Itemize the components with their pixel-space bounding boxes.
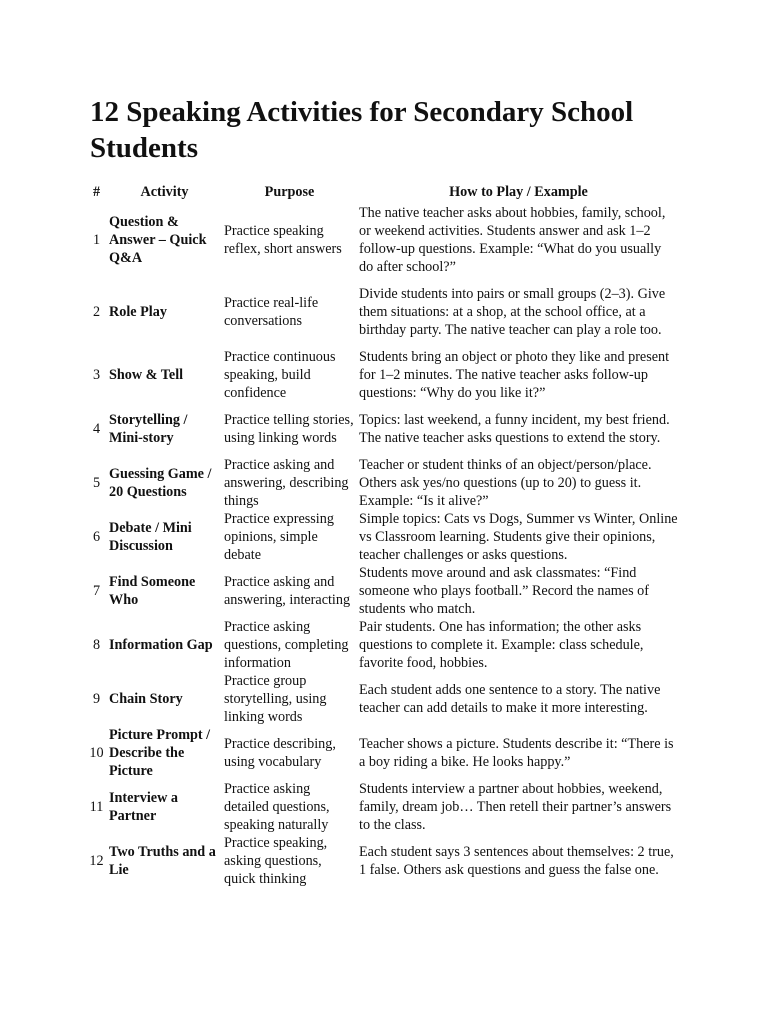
row-purpose: Practice asking questions, completing information xyxy=(224,619,349,671)
row-how-to-play: Students move around and ask classmates: “Find someone who plays football.” Record the names of students who match. xyxy=(359,565,649,617)
row-number: 5 xyxy=(92,475,101,491)
header-how-to-play: How to Play / Example xyxy=(449,184,588,200)
table-row xyxy=(86,510,680,564)
row-purpose: Practice continuous speaking, build confidence xyxy=(224,349,336,401)
row-how-to-play: Students interview a partner about hobbies, weekend, family, dream job… Then retell their partner’s answers to the class. xyxy=(359,781,672,833)
row-activity: Picture Prompt / Describe the Picture xyxy=(109,727,211,779)
row-activity: Information Gap xyxy=(109,637,213,653)
table-row xyxy=(86,204,680,276)
row-how-to-play: Topics: last weekend, a funny incident, my best friend. The native teacher asks questions to extend the story. xyxy=(359,412,670,446)
row-purpose: Practice asking and answering, describing things xyxy=(224,457,349,509)
row-number: 10 xyxy=(89,745,104,761)
header-activity: Activity xyxy=(140,184,189,200)
row-how-to-play: Pair students. One has information; the other asks questions to complete it. Example: class schedule, favorite food, hobbies. xyxy=(359,619,644,671)
row-purpose: Practice asking and answering, interacting xyxy=(224,574,351,608)
table-row xyxy=(86,726,680,780)
row-how-to-play: Simple topics: Cats vs Dogs, Summer vs Winter, Online vs Classroom learning. Students give their opinions, teacher challenges or asks questions. xyxy=(359,511,678,563)
row-how-to-play: Students bring an object or photo they like and present for 1–2 minutes. The native teacher asks follow-up questions: “Why do you like it?” xyxy=(359,349,670,401)
table-row xyxy=(86,564,680,618)
row-activity: Chain Story xyxy=(109,691,183,707)
row-how-to-play: Teacher or student thinks of an object/person/place. Others ask yes/no questions (up to 20) to guess it. Example: “Is it alive?” xyxy=(359,457,652,509)
table-row xyxy=(86,276,680,348)
row-activity: Show & Tell xyxy=(109,367,184,383)
row-how-to-play: Each student adds one sentence to a story. The native teacher can add details to make it more interesting. xyxy=(359,682,661,716)
row-purpose: Practice speaking reflex, short answers xyxy=(224,223,342,257)
row-number: 1 xyxy=(92,232,101,248)
table-row xyxy=(86,780,680,834)
table-row xyxy=(86,402,680,456)
row-number: 9 xyxy=(92,691,101,707)
row-number: 4 xyxy=(92,421,101,437)
row-purpose: Practice speaking, asking questions, quick thinking xyxy=(224,835,328,887)
table-row xyxy=(86,834,680,888)
header-purpose: Purpose xyxy=(264,184,315,200)
row-number: 6 xyxy=(92,529,101,545)
row-activity: Storytelling / Mini-story xyxy=(109,412,188,446)
row-activity: Guessing Game / 20 Questions xyxy=(109,466,212,500)
header-number: # xyxy=(92,184,101,200)
row-how-to-play: The native teacher asks about hobbies, family, school, or weekend activities. Students answer and ask 1–2 follow-up questions. Example: “What do you usually do after school?” xyxy=(359,205,666,275)
row-activity: Interview a Partner xyxy=(109,790,178,824)
table-row xyxy=(86,618,680,672)
document-title: 12 Speaking Activities for Secondary School Students xyxy=(90,96,634,164)
row-how-to-play: Each student says 3 sentences about themselves: 2 true, 1 false. Others ask questions and guess the false one. xyxy=(359,844,674,878)
row-how-to-play: Divide students into pairs or small groups (2–3). Give them situations: at a shop, at the school office, at a birthday party. The native teacher can play a role too. xyxy=(359,286,666,338)
row-purpose: Practice telling stories, using linking words xyxy=(224,412,354,446)
row-number: 12 xyxy=(89,853,104,869)
row-activity: Find Someone Who xyxy=(109,574,196,608)
row-number: 11 xyxy=(89,799,104,815)
row-number: 7 xyxy=(92,583,101,599)
row-purpose: Practice group storytelling, using linking words xyxy=(224,673,327,725)
row-number: 8 xyxy=(92,637,101,653)
row-purpose: Practice asking detailed questions, speaking naturally xyxy=(224,781,330,833)
row-number: 2 xyxy=(92,304,101,320)
row-number: 3 xyxy=(92,367,101,383)
activities-table xyxy=(86,183,680,888)
table-row xyxy=(86,672,680,726)
row-purpose: Practice expressing opinions, simple debate xyxy=(224,511,334,563)
table-row xyxy=(86,348,680,402)
row-activity: Two Truths and a Lie xyxy=(109,844,216,878)
row-how-to-play: Teacher shows a picture. Students describe it: “There is a boy riding a bike. He looks happy.” xyxy=(359,736,674,770)
row-purpose: Practice describing, using vocabulary xyxy=(224,736,336,770)
table-row xyxy=(86,456,680,510)
row-activity: Question & Answer – Quick Q&A xyxy=(109,214,207,266)
row-activity: Debate / Mini Discussion xyxy=(109,520,192,554)
table-header-row xyxy=(86,183,680,204)
row-activity: Role Play xyxy=(109,304,167,320)
row-purpose: Practice real-life conversations xyxy=(224,295,319,329)
